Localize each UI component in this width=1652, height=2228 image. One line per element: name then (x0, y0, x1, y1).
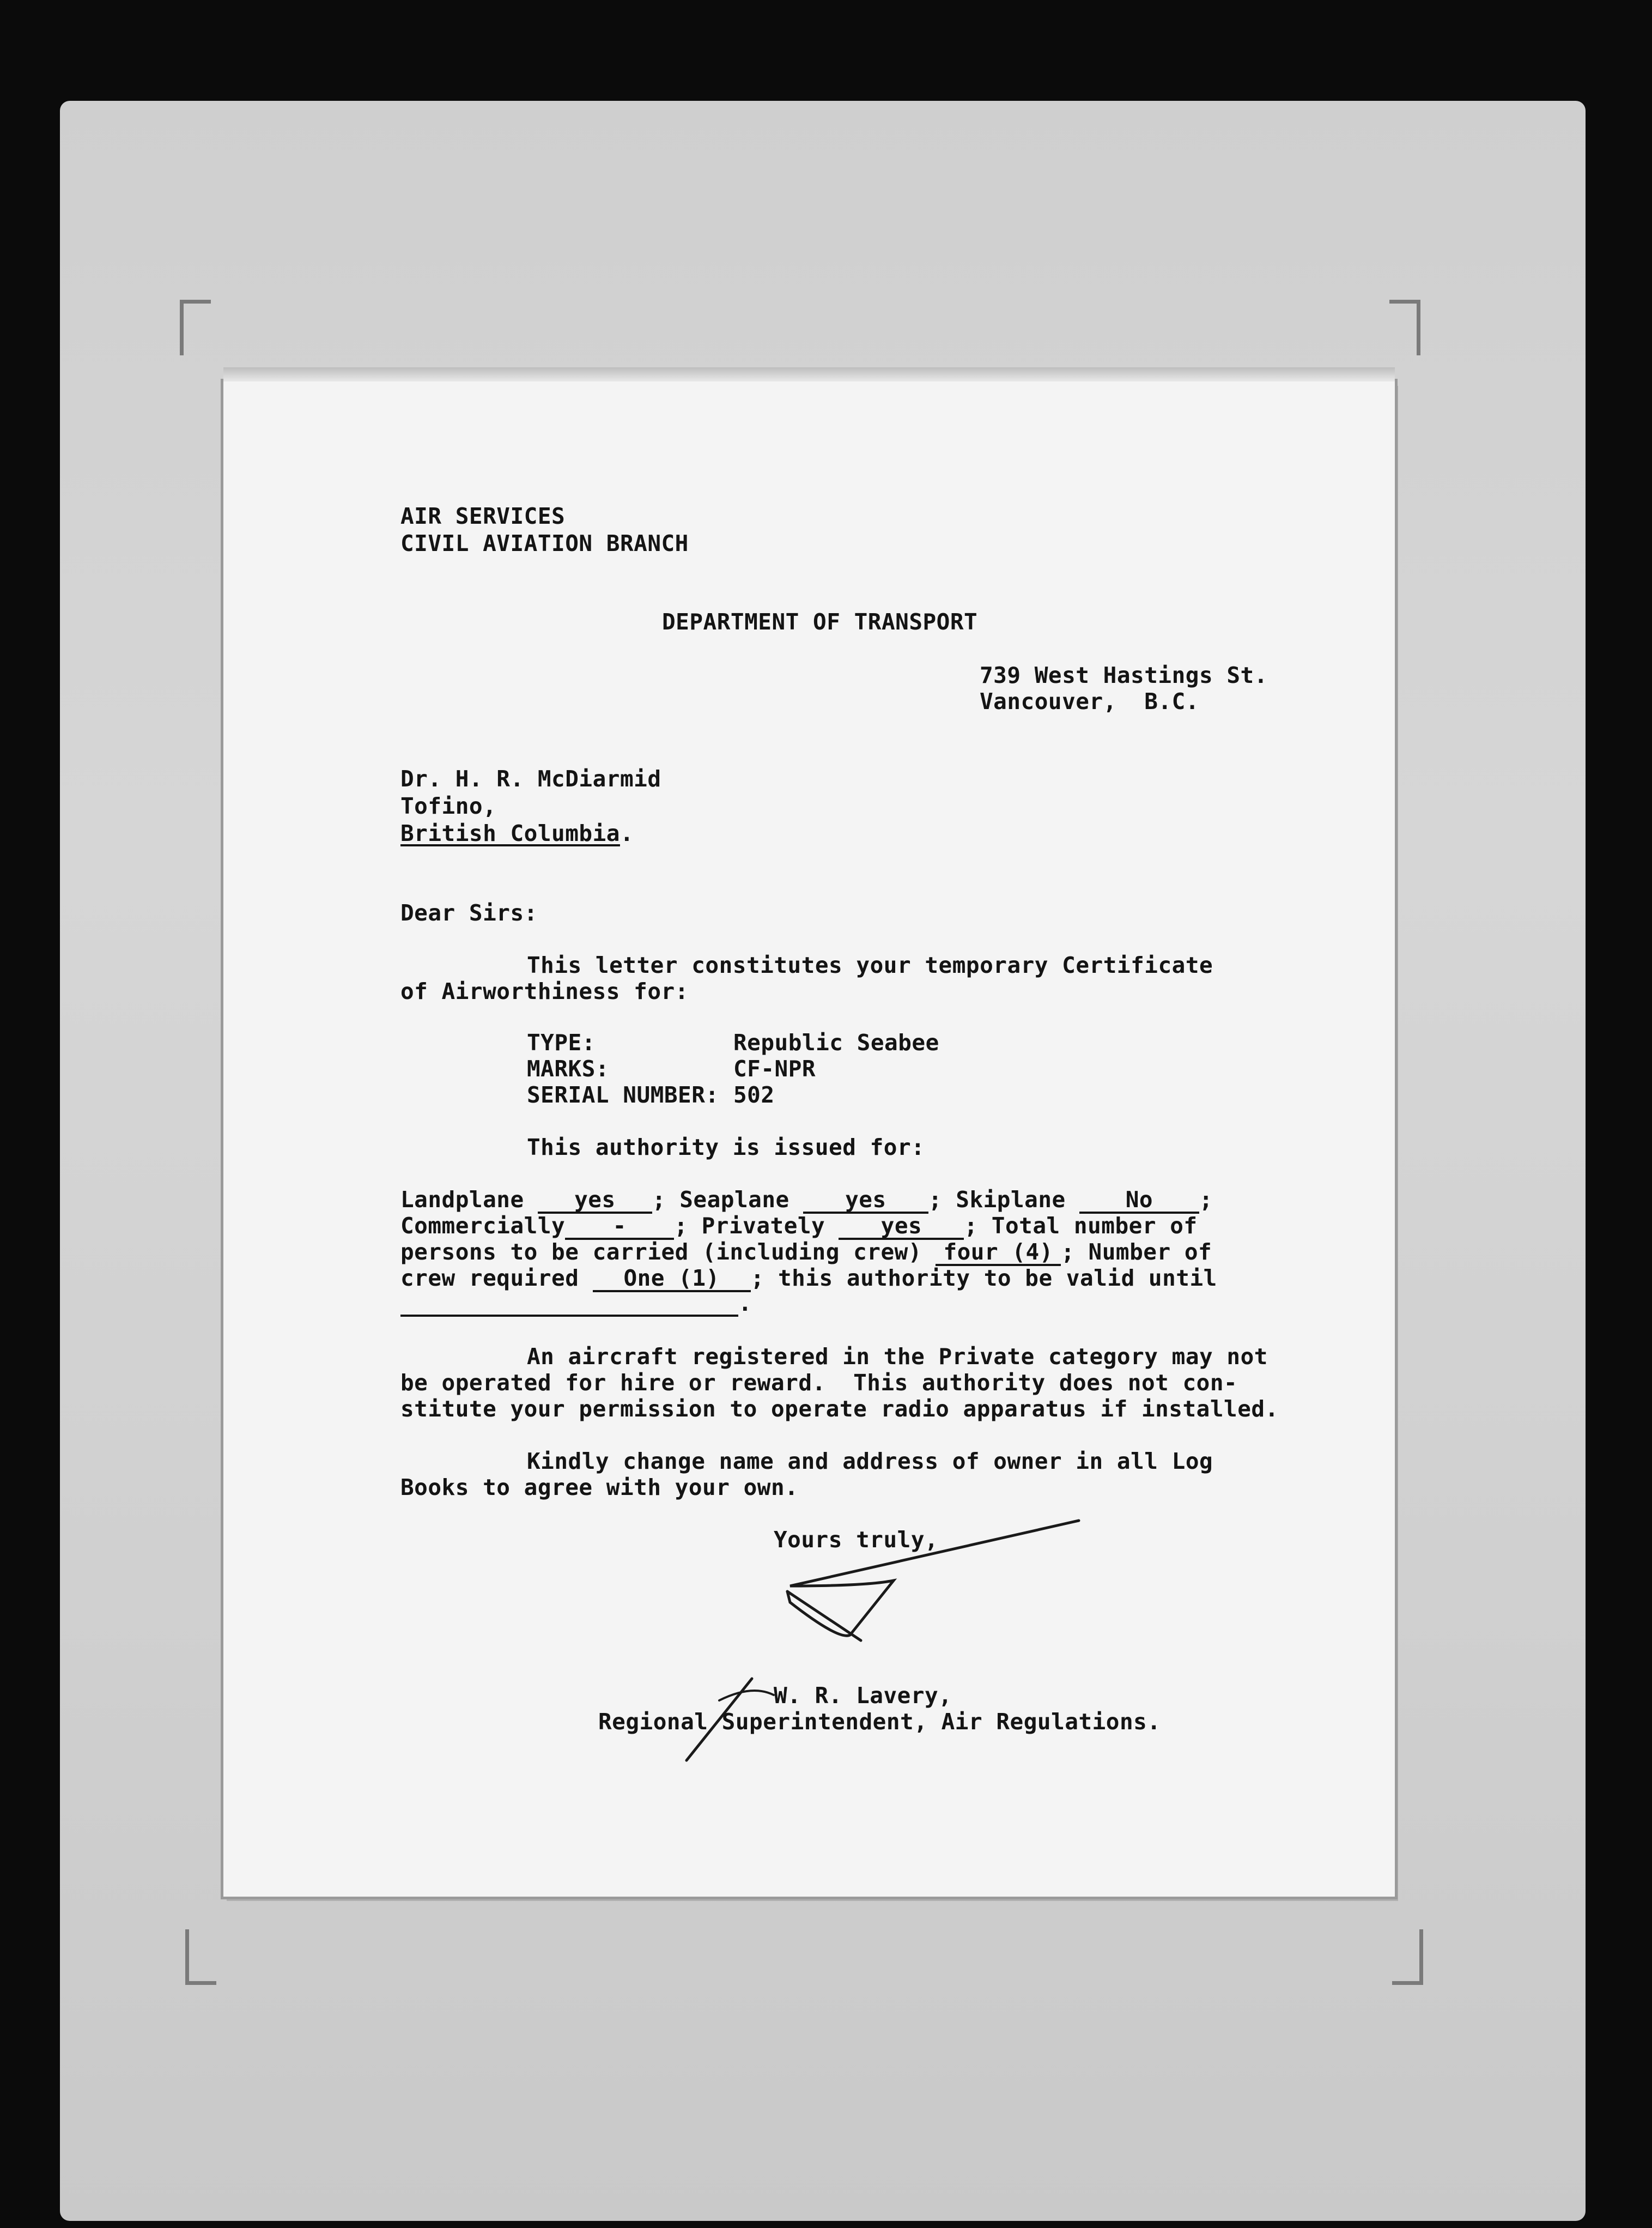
authority-line-1: Landplane yes ; Seaplane yes ; Skiplane No ; (400, 1186, 1213, 1213)
letterhead-line-1: AIR SERVICES (400, 503, 566, 529)
logbooks-paragraph-line-1: Kindly change name and address of owner in all Log (527, 1448, 1213, 1474)
type-value: Republic Seabee (733, 1030, 939, 1056)
private-paragraph-line-3: stitute your permission to operate radio apparatus if installed. (400, 1396, 1279, 1422)
recipient-name: Dr. H. R. McDiarmid (400, 766, 661, 792)
persons-value: four (4) (936, 1240, 1061, 1266)
closing: Yours truly, (774, 1527, 939, 1553)
intro-line-2: of Airworthiness for: (400, 978, 689, 1004)
marks-label: MARKS: (527, 1056, 610, 1082)
private-paragraph-line-2: be operated for hire or reward. This authority does not con- (400, 1370, 1238, 1396)
authority-end-punct: . (738, 1290, 752, 1316)
serial-label: SERIAL NUMBER: (527, 1082, 719, 1108)
privately-label: ; Privately (674, 1213, 825, 1239)
type-label: TYPE: (527, 1030, 596, 1056)
signatory-name: W. R. Lavery, (774, 1682, 952, 1709)
sender-street: 739 West Hastings St. (980, 662, 1268, 688)
total-label: ; Total number of (964, 1213, 1198, 1239)
sender-city: Vancouver, B.C. (980, 688, 1199, 715)
crop-mark-top-right (1389, 300, 1420, 355)
serial-value: 502 (733, 1082, 775, 1108)
crop-mark-bottom-left (185, 1929, 216, 1985)
skiplane-label: ; Skiplane (928, 1186, 1066, 1213)
valid-until-blank (400, 1293, 738, 1317)
crop-mark-bottom-right (1392, 1929, 1423, 1985)
authority-line-5 (400, 1289, 752, 1317)
authority-line-3 (400, 1238, 1212, 1266)
letterhead-line-2: CIVIL AVIATION BRANCH (400, 530, 689, 556)
seaplane-label: ; Seaplane (652, 1186, 789, 1213)
landplane-value: yes (538, 1188, 652, 1214)
sheet-top-fold (223, 367, 1395, 382)
crop-mark-top-left (180, 300, 211, 355)
commercially-label: Commercially (400, 1213, 566, 1239)
commercially-value: - (565, 1214, 674, 1240)
authority-line-4 (400, 1264, 1217, 1292)
skiplane-value: No (1079, 1188, 1199, 1214)
recipient-province-punct: . (620, 820, 634, 846)
authority-intro: This authority is issued for: (527, 1134, 925, 1160)
signatory-title: Regional Superintendent, Air Regulations. (598, 1709, 1161, 1735)
salutation: Dear Sirs: (400, 900, 538, 926)
seaplane-value: yes (803, 1188, 928, 1214)
logbooks-paragraph-line-2: Books to agree with your own. (400, 1474, 799, 1500)
valid-label: ; this authority to be valid until (750, 1265, 1217, 1291)
crew-value: One (1) (593, 1266, 751, 1292)
recipient-province: British Columbia (400, 820, 620, 846)
recipient-town: Tofino, (400, 793, 497, 819)
privately-value: yes (839, 1214, 964, 1240)
persons-label: persons to be carried (including crew) (400, 1239, 922, 1265)
private-paragraph-line-1: An aircraft registered in the Private category may not (527, 1343, 1268, 1370)
crew-label: crew required (400, 1265, 579, 1291)
landplane-label: Landplane (400, 1186, 524, 1213)
marks-value: CF-NPR (733, 1056, 816, 1082)
recipient-province-line (400, 820, 634, 847)
authority-line-2 (400, 1212, 1198, 1240)
intro-line-1: This letter constitutes your temporary Certificate (527, 952, 1213, 978)
department-title: DEPARTMENT OF TRANSPORT (662, 609, 978, 635)
crew-number-label: ; Number of (1061, 1239, 1212, 1265)
